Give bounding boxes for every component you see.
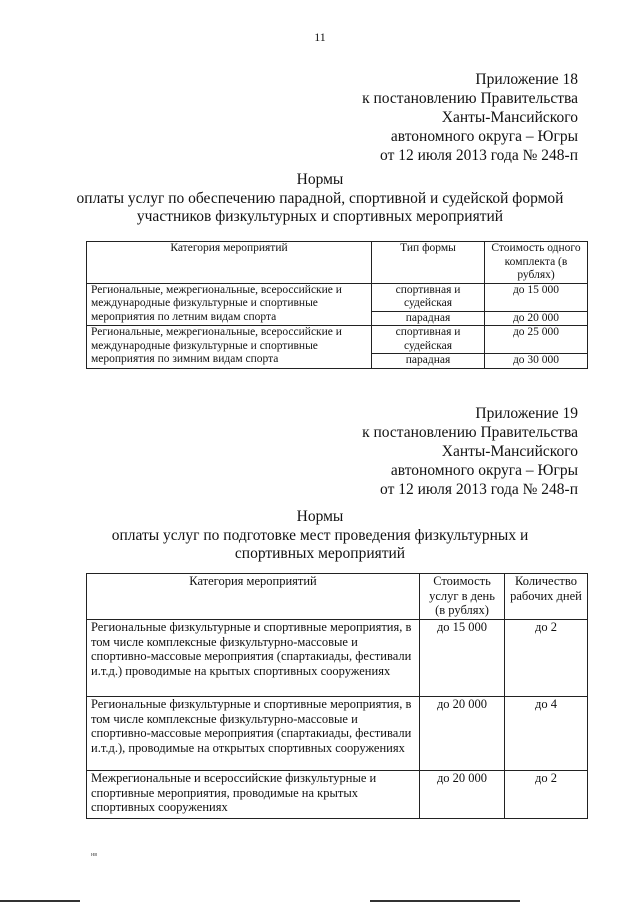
table-row	[87, 771, 588, 819]
cost-cell: до 15 000	[485, 283, 588, 311]
header-line: к постановлению Правительства	[362, 90, 578, 107]
uniform-type-cell: спортивная и судейская	[372, 283, 485, 311]
column-header: Стоимость услуг в день (в рублях)	[420, 574, 505, 620]
cost-cell: до 20 000	[485, 311, 588, 326]
cost-cell: до 25 000	[485, 326, 588, 354]
column-header: Количество рабочих дней	[505, 574, 588, 620]
header-line: от 12 июля 2013 года № 248-п	[380, 147, 578, 164]
column-header: Стоимость одного комплекта (в рублях)	[485, 242, 588, 284]
uniform-type-cell: парадная	[372, 311, 485, 326]
appendix-18-title	[0, 171, 640, 227]
header-line: Приложение 19	[475, 405, 578, 422]
category-cell: Региональные физкультурные и спортивные мероприятия, в том числе комплексные физкультурно-массовые и спортивно-массовые мероприятия (спартакиады, фестивали и.т.д.) проводимые на крытых спортивных сооружениях	[87, 620, 420, 697]
uniform-cost-table	[86, 241, 588, 369]
cost-cell: до 20 000	[420, 697, 505, 771]
header-line: от 12 июля 2013 года № 248-п	[380, 481, 578, 498]
category-cell: Региональные, межрегиональные, всероссийские и международные физкультурные и спортивные мероприятия по летним видам спорта	[87, 283, 372, 326]
header-line: к постановлению Правительства	[362, 424, 578, 441]
scan-edge-line	[370, 900, 520, 902]
title-line: оплаты услуг по подготовке мест проведения физкультурных и	[111, 526, 529, 544]
uniform-type-cell: парадная	[372, 354, 485, 369]
appendix-19-title	[0, 508, 640, 564]
cost-cell: до 20 000	[420, 771, 505, 819]
venue-preparation-table	[86, 573, 588, 819]
footer-mark: нв	[91, 852, 98, 858]
title-line: оплаты услуг по обеспечению парадной, спортивной и судейской формой	[76, 189, 564, 207]
table-row	[87, 697, 588, 771]
title-line: спортивных мероприятий	[234, 545, 406, 562]
header-line: автономного округа – Югры	[390, 128, 578, 145]
table-row	[87, 283, 588, 311]
header-line: Приложение 18	[475, 71, 578, 88]
cost-cell: до 30 000	[485, 354, 588, 369]
title-line: Нормы	[296, 508, 344, 525]
days-cell: до 2	[505, 620, 588, 697]
table-row	[87, 620, 588, 697]
column-header: Категория мероприятий	[87, 242, 372, 284]
header-line: автономного округа – Югры	[390, 462, 578, 479]
title-line: участников физкультурных и спортивных мероприятий	[136, 208, 504, 225]
days-cell: до 4	[505, 697, 588, 771]
page-number: 11	[314, 30, 326, 44]
table-row	[87, 326, 588, 354]
appendix-18-header	[362, 70, 578, 165]
table-header-row	[87, 242, 588, 284]
cost-cell: до 15 000	[420, 620, 505, 697]
appendix-19-header	[362, 404, 578, 499]
category-cell: Межрегиональные и всероссийские физкультурные и спортивные мероприятия, проводимые на крытых спортивных сооружениях	[87, 771, 420, 819]
category-cell: Региональные физкультурные и спортивные мероприятия, в том числе комплексные физкультурно-массовые и спортивно-массовые мероприятия (спартакиады, фестивали и.т.д.), проводимые на открытых спортивных сооружениях	[87, 697, 420, 771]
category-cell: Региональные, межрегиональные, всероссийские и международные физкультурные и спортивные мероприятия по зимним видам спорта	[87, 326, 372, 369]
title-line: Нормы	[296, 171, 344, 188]
header-line: Ханты-Мансийского	[441, 443, 578, 460]
column-header: Категория мероприятий	[87, 574, 420, 620]
uniform-type-cell: спортивная и судейская	[372, 326, 485, 354]
header-line: Ханты-Мансийского	[441, 109, 578, 126]
column-header: Тип формы	[372, 242, 485, 284]
scan-edge-line	[0, 900, 80, 902]
table-header-row	[87, 574, 588, 620]
days-cell: до 2	[505, 771, 588, 819]
